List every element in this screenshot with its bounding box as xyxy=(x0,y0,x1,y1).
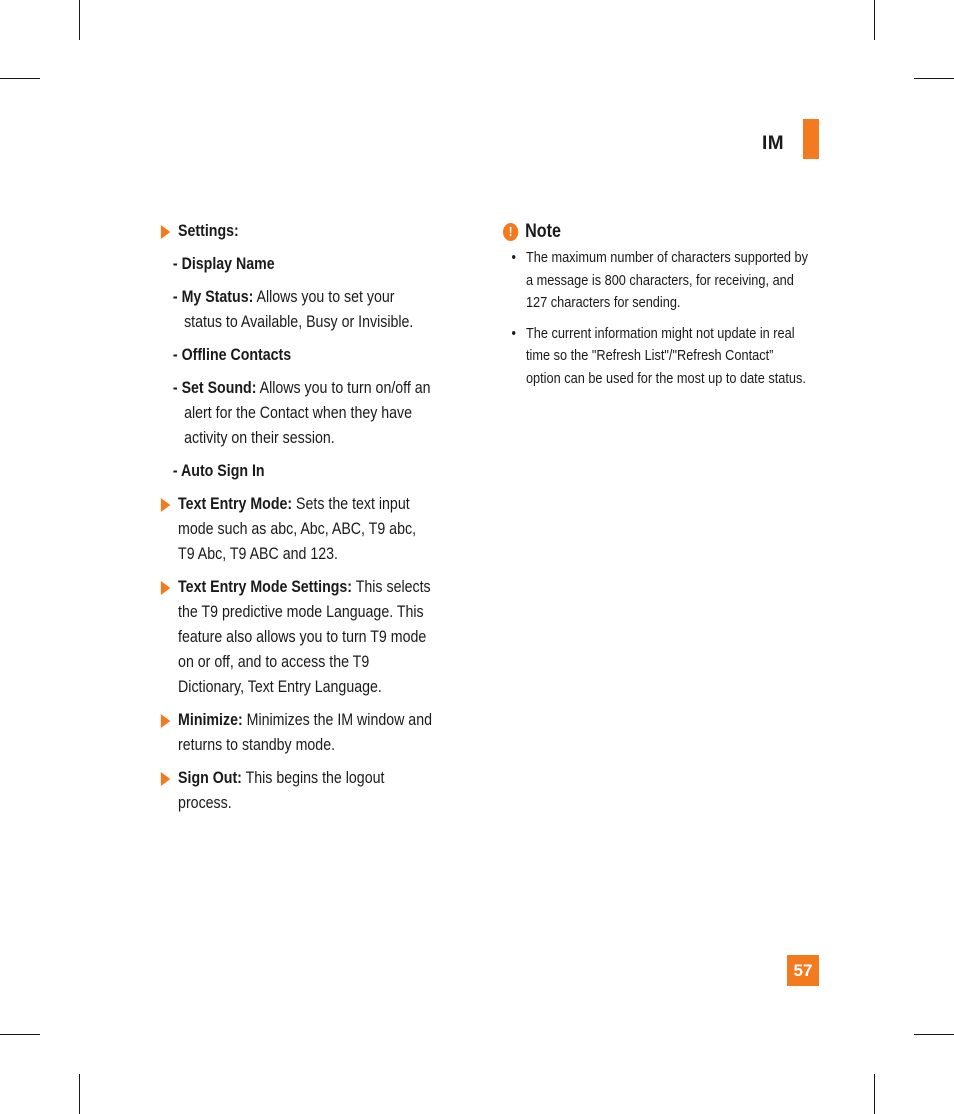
list-item xyxy=(160,575,435,700)
sub-item xyxy=(160,285,435,335)
sub-item xyxy=(160,343,435,368)
item-label: - Auto Sign In xyxy=(172,462,265,480)
note-text: The maximum number of characters supported by a message is 800 characters, for receiving, and 127 characters for sending. xyxy=(525,249,808,311)
crop-mark xyxy=(0,1034,40,1035)
item-text: Sets the text input mode such as abc, Abc, ABC, T9 abc, T9 Abc, T9 ABC and 123. xyxy=(178,495,417,563)
arrow-bullet-icon xyxy=(161,225,170,239)
note-bullet xyxy=(503,247,809,315)
crop-mark xyxy=(874,1074,875,1114)
crop-mark xyxy=(874,0,875,40)
settings-column xyxy=(160,219,435,824)
item-text: Allows you to turn on/off an alert for the Contact when they have activity on their session. xyxy=(184,379,431,447)
section-tab xyxy=(803,119,819,159)
arrow-bullet-icon xyxy=(161,581,170,595)
arrow-bullet-icon xyxy=(161,714,170,728)
crop-mark xyxy=(79,0,80,40)
note-bullet xyxy=(503,323,809,391)
list-item xyxy=(160,492,435,567)
note-heading xyxy=(503,219,809,245)
crop-mark xyxy=(79,1074,80,1114)
item-label: - My Status: xyxy=(172,288,254,306)
crop-mark xyxy=(914,1034,954,1035)
item-label: Text Entry Mode Settings: xyxy=(178,578,353,596)
section-title: IM xyxy=(762,133,785,154)
sub-item xyxy=(160,459,435,484)
arrow-bullet-icon xyxy=(161,772,170,786)
crop-mark xyxy=(0,78,40,79)
exclamation-icon: ! xyxy=(503,223,518,241)
item-text: Allows you to set your status to Available, Busy or Invisible. xyxy=(184,288,414,331)
sub-item xyxy=(160,376,435,451)
bullet-dot-icon: • xyxy=(511,249,516,266)
item-label: - Display Name xyxy=(172,255,275,273)
crop-mark xyxy=(914,78,954,79)
item-label: - Set Sound: xyxy=(172,379,257,397)
item-label: - Offline Contacts xyxy=(172,346,292,364)
note-text: The current information might not update in real time so the "Refresh List"/"Refresh Contact” option can be used for the most up to date status. xyxy=(525,324,806,387)
bullet-dot-icon: • xyxy=(511,324,516,342)
item-label: Minimize: xyxy=(178,711,243,729)
item-label: Sign Out: xyxy=(178,769,242,787)
item-text: Minimizes the IM window and returns to standby mode. xyxy=(178,711,432,754)
item-label: Settings: xyxy=(178,222,239,240)
list-item xyxy=(160,219,435,244)
note-title: Note xyxy=(525,221,561,242)
item-label: Text Entry Mode: xyxy=(178,495,293,513)
list-item xyxy=(160,708,435,758)
list-item xyxy=(160,766,435,816)
note-box xyxy=(503,219,809,398)
arrow-bullet-icon xyxy=(161,498,170,512)
page-number: 57 xyxy=(787,955,819,986)
sub-item xyxy=(160,252,435,277)
item-text: This begins the logout process. xyxy=(178,769,385,812)
item-text: This selects the T9 predictive mode Language. This feature also allows you to turn T9 mode on or off, and to access the T9 Dictionary, Text Entry Language. xyxy=(178,578,431,696)
